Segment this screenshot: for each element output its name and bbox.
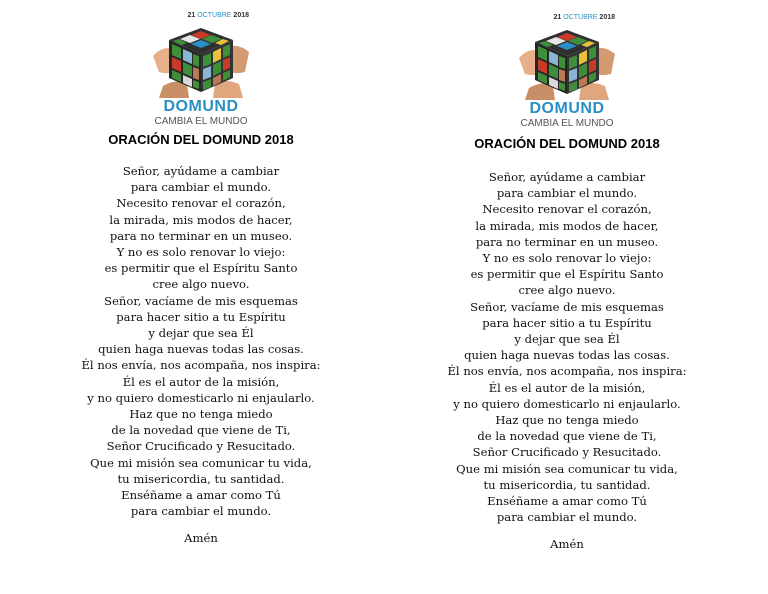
- rubik-cube-hands-image: [153, 26, 249, 98]
- prayer-line: y no quiero domesticarlo ni enjaularlo.: [453, 396, 681, 411]
- prayer-line: y no quiero domesticarlo ni enjaularlo.: [87, 390, 315, 405]
- prayer-line: Necesito renovar el corazón,: [116, 196, 286, 211]
- prayer-line: Él es el autor de la misión,: [122, 374, 280, 389]
- domund-logo: [517, 14, 617, 132]
- prayer-line: Enséñame a amar como Tú: [487, 494, 647, 509]
- prayer-line: para cambiar el mundo.: [496, 510, 638, 525]
- prayer-line: Que mi misión sea comunicar tu vida,: [90, 455, 312, 470]
- logo-year: 2018: [599, 14, 615, 21]
- prayer-line: para cambiar el mundo.: [130, 504, 272, 519]
- logo-brand: DOMUND: [529, 100, 605, 117]
- prayer-line: cree algo nuevo.: [152, 277, 250, 292]
- prayer-line: Señor, ayúdame a cambiar: [122, 164, 280, 178]
- prayer-line: para cambiar el mundo.: [496, 186, 638, 201]
- prayer-line: Haz que no tenga miedo: [495, 413, 639, 428]
- prayer-line: Señor, vacíame de mis esquemas: [104, 293, 298, 308]
- logo-day: 21: [187, 12, 196, 19]
- logo-tagline: CAMBIA EL MUNDO: [154, 116, 248, 127]
- domund-logo: [151, 12, 251, 130]
- prayer-line: la mirada, mis modos de hacer,: [475, 218, 659, 233]
- prayer-line: Él es el autor de la misión,: [488, 380, 646, 395]
- prayer-line: y dejar que sea Él: [514, 332, 620, 347]
- prayer-line: Y no es solo renovar lo viejo:: [482, 251, 652, 266]
- prayer-line: Señor Crucificado y Resucitado.: [106, 439, 296, 454]
- prayer-line: de la novedad que viene de Ti,: [477, 429, 657, 444]
- prayer-line: es permitir que el Espíritu Santo: [470, 267, 664, 282]
- prayer-line: Él nos envía, nos acompaña, nos inspira:: [81, 358, 321, 373]
- logo-month: OCTUBRE: [563, 14, 598, 21]
- prayer-line: Señor, ayúdame a cambiar: [488, 170, 646, 184]
- rubik-cube-hands-image: [519, 28, 615, 100]
- prayer-closing: Amén: [184, 531, 218, 546]
- prayer-line: y dejar que sea Él: [148, 326, 254, 341]
- prayer-line: para cambiar el mundo.: [130, 180, 272, 195]
- logo-month: OCTUBRE: [197, 12, 232, 19]
- prayer-card-left: [76, 0, 326, 545]
- prayer-line: para no terminar en un museo.: [475, 234, 659, 249]
- prayer-line: la mirada, mis modos de hacer,: [109, 212, 293, 227]
- logo-day: 21: [553, 14, 562, 21]
- prayer-line: para hacer sitio a tu Espíritu: [482, 315, 652, 330]
- prayer-line: Enséñame a amar como Tú: [121, 488, 281, 503]
- logo-date: [187, 12, 249, 19]
- prayer-text: [76, 163, 326, 519]
- prayer-line: Señor, vacíame de mis esquemas: [470, 299, 664, 314]
- prayer-line: tu misericordia, tu santidad.: [117, 471, 285, 486]
- logo-brand: DOMUND: [163, 98, 239, 115]
- prayer-line: para no terminar en un museo.: [109, 228, 293, 243]
- prayer-line: Haz que no tenga miedo: [129, 407, 273, 422]
- logo-year: 2018: [233, 12, 249, 19]
- logo-tagline: CAMBIA EL MUNDO: [520, 118, 614, 129]
- prayer-title: ORACIÓN DEL DOMUND 2018: [108, 132, 294, 147]
- prayer-line: tu misericordia, tu santidad.: [483, 477, 651, 492]
- prayer-line: para hacer sitio a tu Espíritu: [116, 309, 286, 324]
- prayer-line: Él nos envía, nos acompaña, nos inspira:: [447, 364, 687, 379]
- logo-date: [553, 14, 615, 21]
- prayer-line: Necesito renovar el corazón,: [482, 202, 652, 217]
- prayer-text: [442, 169, 692, 525]
- prayer-line: Señor Crucificado y Resucitado.: [472, 445, 662, 460]
- prayer-card-right: [442, 0, 692, 551]
- prayer-line: Y no es solo renovar lo viejo:: [116, 245, 286, 260]
- prayer-closing: Amén: [550, 537, 584, 552]
- prayer-line: cree algo nuevo.: [518, 283, 616, 298]
- prayer-line: de la novedad que viene de Ti,: [111, 423, 291, 438]
- prayer-line: es permitir que el Espíritu Santo: [104, 261, 298, 276]
- prayer-line: quien haga nuevas todas las cosas.: [98, 342, 304, 357]
- prayer-line: Que mi misión sea comunicar tu vida,: [456, 461, 678, 476]
- prayer-line: quien haga nuevas todas las cosas.: [464, 348, 670, 363]
- prayer-title: ORACIÓN DEL DOMUND 2018: [474, 136, 660, 151]
